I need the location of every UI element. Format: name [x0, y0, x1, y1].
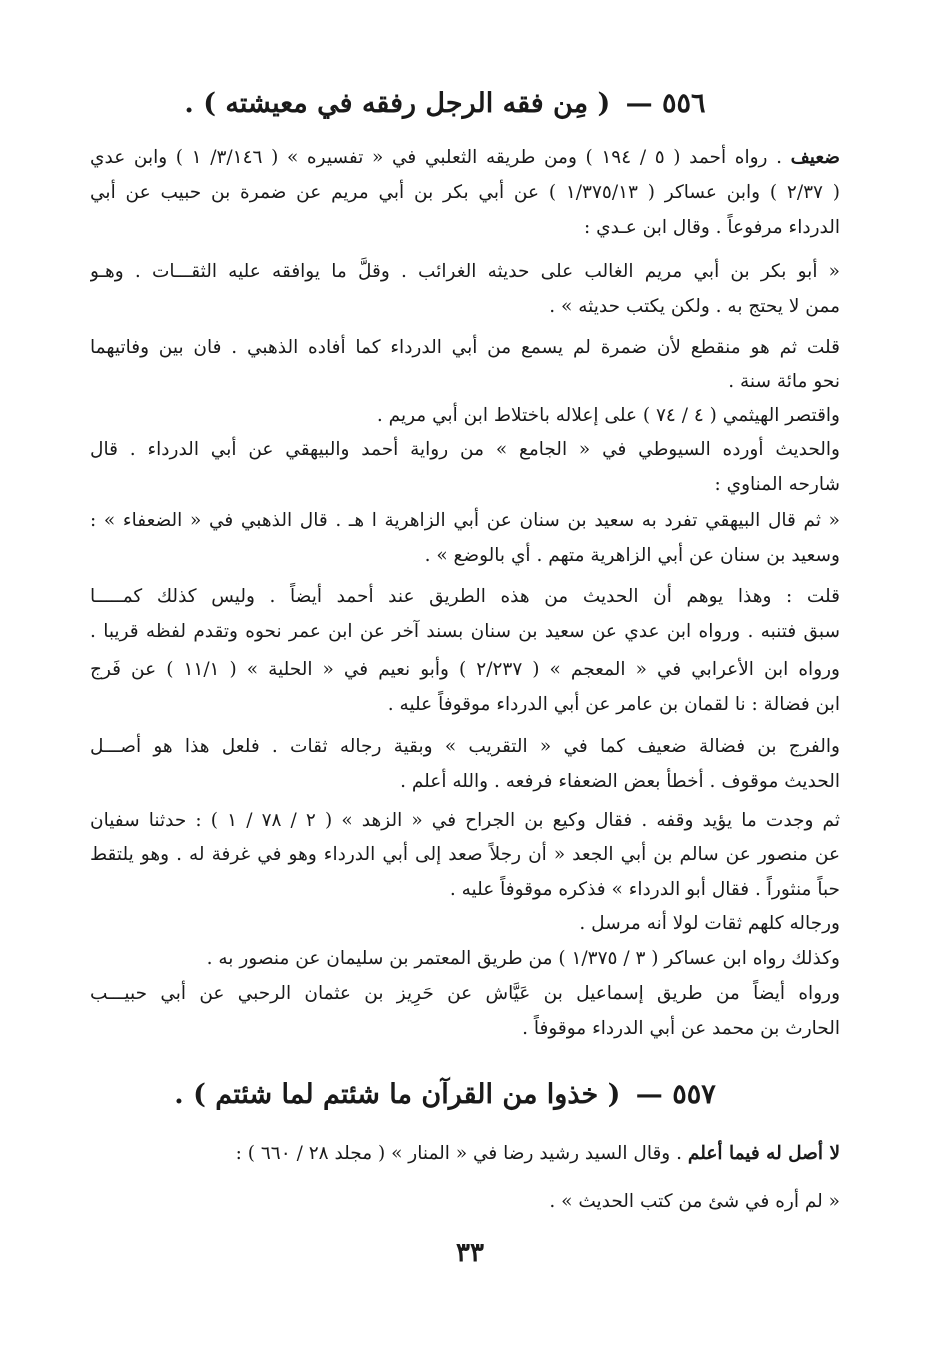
body-line — [90, 1138, 840, 1170]
entry-heading-557 — [100, 1079, 790, 1110]
entry-title: ( خذوا من القرآن ما شئتم لما شئتم ) . — [174, 1079, 621, 1110]
body-line: واقتصر الهيثمي ( ٤ / ٧٤ ) على إعلاله باختلاط ابن أبي مريم . — [376, 405, 840, 426]
entry-title: ( مِن فقه الرجل رفقه في معيشته ) . — [184, 88, 611, 119]
body-line: والحديث أورده السيوطي في « الجامع » من رواية أحمد والبيهقي عن أبي الدرداء . قال — [90, 439, 840, 460]
body-line: ورواه أيضاً من طريق إسماعيل بن عَيَّاش عن حَرِيز بن عثمان الرحبي عن أبي حبيـــب — [90, 983, 840, 1004]
body-line: ثم وجدت ما يؤيد وقفه . فقال وكيع بن الجراح في « الزهد » ( ٢ / ٧٨ / ١ ) : حدثنا سفيان — [90, 810, 840, 831]
quote-line: « لم أره في شئ من كتب الحديث » . — [549, 1191, 840, 1212]
grade-label: لا أصل له فيما أعلم — [687, 1143, 840, 1164]
body-line: ورواه ابن الأعرابي في « المعجم » ( ٢/٢٣٧ ) وأبو نعيم في « الحلية » ( ١١/١ ) عن فَرج — [90, 659, 840, 680]
body-line — [90, 142, 840, 174]
body-line: قلت : وهذا يوهم أن الحديث من هذه الطريق عند أحمد أيضاً . وليس كذلك كمـــــا — [90, 586, 840, 607]
entry-heading-556 — [100, 88, 790, 119]
line-text: . رواه أحمد ( ٥ / ١٩٤ ) ومن طريقه الثعلبي في « تفسيره » ( ٣/١٤٦/ ١ ) وابن عدي — [90, 147, 791, 168]
body-line: الحديث موقوف . أخطأ بعض الضعفاء فرفعه . والله أعلم . — [400, 771, 840, 792]
body-line: ( ٢/٣٧ ) وابن عساكر ( ١/٣٧٥/١٣ ) عن أبي بكر بن أبي مريم عن ضمرة بن حبيب عن أبي — [90, 182, 840, 203]
quote-line: « ثم قال البيهقي تفرد به سعيد بن سنان عن أبي الزاهرية ا هـ . قال الذهبي في « الضعفاء » : — [90, 510, 840, 531]
body-line: الحارث بن محمد عن أبي الدرداء موقوفاً . — [522, 1018, 840, 1039]
body-line: ورجاله كلهم ثقات لولا أنه مرسل . — [579, 913, 840, 934]
body-line: الدرداء مرفوعاً . وقال ابن عـدي : — [584, 217, 840, 238]
body-line: وكذلك رواه ابن عساكر ( ٣ / ١/٣٧٥ ) من طريق المعتمر بن سليمان عن منصور به . — [206, 948, 840, 969]
quote-line: ممن لا يحتج به . ولكن يكتب حديثه » . — [549, 296, 840, 317]
body-line: قلت ثم هو منقطع لأن ضمرة لم يسمع من أبي الدرداء كما أفاده الذهبي . فان بين وفاتيهما — [90, 337, 840, 358]
body-line: والفرج بن فضالة ضعيف كما في « التقريب » وبقية رجاله ثقات . فلعل هذا هو أصـــل — [90, 736, 840, 757]
body-line: ابن فضالة : نا لقمان بن عامر عن أبي الدرداء موقوفاً عليه . — [387, 694, 840, 715]
body-line: شارحه المناوي : — [714, 474, 840, 495]
body-line: حباً منثوراً . فقال أبو الدرداء » فذكره موقوفاً عليه . — [449, 879, 840, 900]
quote-line: وسعيد بن سنان عن أبي الزاهرية متهم . أي بالوضع » . — [424, 545, 840, 566]
line-text: . وقال السيد رشيد رضا في « المنار » ( مجلد ٢٨ / ٦٦٠ ) : — [235, 1143, 688, 1164]
entry-number: ٥٥٦ — — [625, 88, 706, 119]
body-line: سبق فتنبه . ورواه ابن عدي عن سعيد بن سنان بسند آخر عن ابن عمر نحوه وتقدم لفظه قريبا . — [90, 621, 840, 642]
entry-number: ٥٥٧ — — [635, 1079, 716, 1110]
body-line: عن منصور عن سالم بن أبي الجعد « أن رجلاً صعد إلى أبي الدرداء وهو في غرفة له . وهو يلتقط — [90, 844, 840, 865]
grade-label: ضعيف — [790, 147, 840, 168]
page-number: ٣٣ — [456, 1238, 484, 1268]
body-line: نحو مائة سنة . — [728, 371, 840, 392]
quote-line: « أبو بكر بن أبي مريم الغالب على حديثه الغرائب . وقلَّ ما يوافقه عليه الثقـــات . وهـو — [90, 261, 840, 282]
